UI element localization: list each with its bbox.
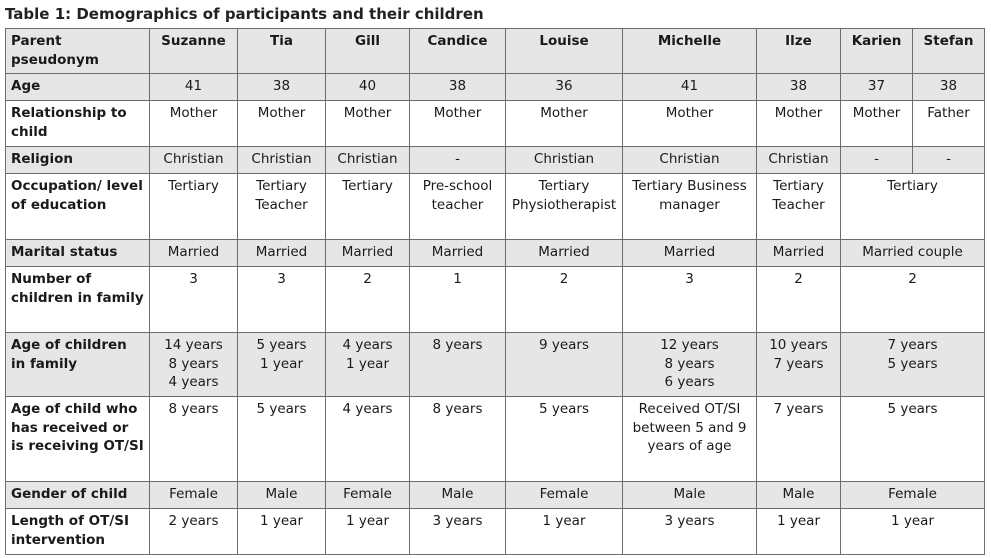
cell-line: 7 years	[773, 355, 824, 372]
cell-line: 14 years	[164, 337, 223, 353]
cell-line: 6 years	[664, 374, 715, 390]
cell-line: 9 years	[538, 337, 590, 353]
table-cell: 1 year	[757, 509, 841, 555]
table-cell: 2	[757, 267, 841, 333]
table-cell: Mother	[841, 101, 913, 147]
table-cell: Mother	[757, 101, 841, 147]
table-cell	[623, 333, 757, 397]
column-header-gill: Gill	[326, 29, 410, 74]
cell-line: Pre-school	[422, 178, 493, 194]
row-header-age-of-children: Age of children in family	[6, 333, 150, 397]
table-cell: Female	[150, 482, 238, 509]
table-cell: Married	[757, 240, 841, 267]
row-header-number-of-children: Number of children in family	[6, 267, 150, 333]
table-cell-merged	[841, 174, 985, 240]
table-cell: 40	[326, 74, 410, 101]
cell-line: 8 years	[432, 401, 483, 417]
table-cell-merged: 1 year	[841, 509, 985, 555]
cell-line: Tertiary	[256, 178, 307, 194]
cell-line: 8 years	[168, 401, 219, 417]
table-cell: 2	[326, 267, 410, 333]
cell-line: 5 years	[538, 401, 590, 417]
table-cell: 3	[150, 267, 238, 333]
cell-line: years of age	[647, 438, 732, 454]
table-cell: 38	[238, 74, 326, 101]
table-cell	[506, 174, 623, 240]
table-cell: Mother	[150, 101, 238, 147]
cell-line: teacher	[431, 196, 484, 213]
cell-line: between 5 and 9	[632, 419, 747, 436]
table-cell	[150, 333, 238, 397]
cell-line: 5 years	[256, 401, 307, 417]
cell-line: Teacher	[255, 196, 308, 213]
table-cell: 41	[150, 74, 238, 101]
table-cell: Christian	[238, 147, 326, 174]
demographics-table	[5, 28, 985, 555]
cell-line: Tertiary	[773, 178, 824, 194]
table-cell: Christian	[326, 147, 410, 174]
table-cell: 3	[238, 267, 326, 333]
row-header-religion: Religion	[6, 147, 150, 174]
cell-line: Tertiary	[168, 178, 219, 194]
table-row-age	[6, 74, 985, 101]
table-cell-merged	[841, 333, 985, 397]
cell-line: 7 years	[773, 401, 824, 417]
cell-line: 1 year	[260, 355, 303, 372]
table-cell: Female	[506, 482, 623, 509]
table-row-marital-status	[6, 240, 985, 267]
table-cell: 3	[623, 267, 757, 333]
column-header-michelle: Michelle	[623, 29, 757, 74]
table-cell: Female	[326, 482, 410, 509]
cell-line: 12 years	[660, 337, 719, 353]
table-cell	[238, 174, 326, 240]
table-cell: Married	[506, 240, 623, 267]
table-cell: Mother	[326, 101, 410, 147]
column-header-louise: Louise	[506, 29, 623, 74]
table-cell: Married	[150, 240, 238, 267]
column-header-candice: Candice	[410, 29, 506, 74]
table-cell	[757, 174, 841, 240]
row-header-gender: Gender of child	[6, 482, 150, 509]
table-cell: 37	[841, 74, 913, 101]
table-row-gender	[6, 482, 985, 509]
column-header-ilze: Ilze	[757, 29, 841, 74]
table-cell: Mother	[410, 101, 506, 147]
table-cell: Mother	[623, 101, 757, 147]
table-cell: -	[410, 147, 506, 174]
table-row-age-of-children	[6, 333, 985, 397]
cell-line: Physiotherapist	[511, 196, 617, 213]
cell-line: 8 years	[664, 355, 715, 372]
header-row	[6, 29, 985, 74]
table-cell	[326, 174, 410, 240]
cell-line: Received OT/SI	[638, 401, 741, 417]
table-cell	[757, 333, 841, 397]
table-cell-merged: Married couple	[841, 240, 985, 267]
table-cell: 1 year	[326, 509, 410, 555]
row-header-parent-pseudonym: Parent pseudonym	[6, 29, 150, 74]
table-cell: Mother	[238, 101, 326, 147]
table-cell: Male	[238, 482, 326, 509]
cell-line: 5 years	[887, 355, 938, 372]
table-row-age-of-child-ot	[6, 397, 985, 482]
table-cell: 3 years	[410, 509, 506, 555]
cell-line: 4 years	[342, 337, 393, 353]
table-cell: 1	[410, 267, 506, 333]
table-cell: 38	[913, 74, 985, 101]
table-cell: -	[913, 147, 985, 174]
table-cell	[623, 397, 757, 482]
table-cell: 38	[757, 74, 841, 101]
table-cell: Male	[410, 482, 506, 509]
table-cell	[238, 397, 326, 482]
table-cell	[410, 397, 506, 482]
table-cell: 36	[506, 74, 623, 101]
cell-line: manager	[659, 196, 720, 213]
table-cell	[757, 397, 841, 482]
row-header-age-of-child-ot: Age of child who has received or is receiving OT/SI	[6, 397, 150, 482]
table-cell: 2	[506, 267, 623, 333]
cell-line: Teacher	[772, 196, 825, 213]
table-cell: Christian	[757, 147, 841, 174]
column-header-stefan: Stefan	[913, 29, 985, 74]
table-row-relationship	[6, 101, 985, 147]
row-header-marital-status: Marital status	[6, 240, 150, 267]
table-cell	[238, 333, 326, 397]
table-row-occupation	[6, 174, 985, 240]
table-cell: Married	[238, 240, 326, 267]
table-cell	[506, 397, 623, 482]
table-cell	[506, 333, 623, 397]
table-row-length-of-intervention	[6, 509, 985, 555]
cell-line: Tertiary Business	[632, 178, 747, 194]
table-cell: 38	[410, 74, 506, 101]
column-header-tia: Tia	[238, 29, 326, 74]
table-cell: Father	[913, 101, 985, 147]
table-cell: Married	[623, 240, 757, 267]
table-caption: Table 1: Demographics of participants and their children	[5, 5, 484, 23]
cell-line: 1 year	[346, 355, 389, 372]
table-cell: Male	[757, 482, 841, 509]
table-cell: 3 years	[623, 509, 757, 555]
table-cell: Male	[623, 482, 757, 509]
row-header-relationship: Relationship to child	[6, 101, 150, 147]
table-cell: Mother	[506, 101, 623, 147]
cell-line: Tertiary	[538, 178, 590, 194]
table-cell: 2 years	[150, 509, 238, 555]
table-cell	[150, 174, 238, 240]
cell-line: Tertiary	[887, 178, 938, 194]
table-cell: 1 year	[506, 509, 623, 555]
column-header-karien: Karien	[841, 29, 913, 74]
column-header-suzanne: Suzanne	[150, 29, 238, 74]
cell-line: Tertiary	[342, 178, 393, 194]
table-cell: Christian	[506, 147, 623, 174]
cell-line: 4 years	[342, 401, 393, 417]
table-row-religion	[6, 147, 985, 174]
table-row-number-of-children	[6, 267, 985, 333]
table-cell: Married	[410, 240, 506, 267]
table-cell	[150, 397, 238, 482]
table-cell-merged: Female	[841, 482, 985, 509]
table-cell	[410, 174, 506, 240]
table-cell: Christian	[623, 147, 757, 174]
table-cell	[623, 174, 757, 240]
table-cell: Christian	[150, 147, 238, 174]
table-cell	[326, 397, 410, 482]
cell-line: 4 years	[168, 374, 219, 390]
cell-line: 7 years	[887, 337, 938, 353]
cell-line: 5 years	[887, 401, 938, 417]
table-cell-merged: 2	[841, 267, 985, 333]
table-cell	[326, 333, 410, 397]
table-cell: -	[841, 147, 913, 174]
cell-line: 8 years	[432, 337, 483, 353]
table-cell	[410, 333, 506, 397]
table-cell: 1 year	[238, 509, 326, 555]
cell-line: 8 years	[168, 355, 219, 372]
table-cell: 41	[623, 74, 757, 101]
row-header-length-of-intervention: Length of OT/SI intervention	[6, 509, 150, 555]
row-header-occupation: Occupation/ level of education	[6, 174, 150, 240]
cell-line: 5 years	[256, 337, 307, 353]
table-cell-merged	[841, 397, 985, 482]
table-cell: Married	[326, 240, 410, 267]
cell-line: 10 years	[769, 337, 828, 353]
row-header-age: Age	[6, 74, 150, 101]
